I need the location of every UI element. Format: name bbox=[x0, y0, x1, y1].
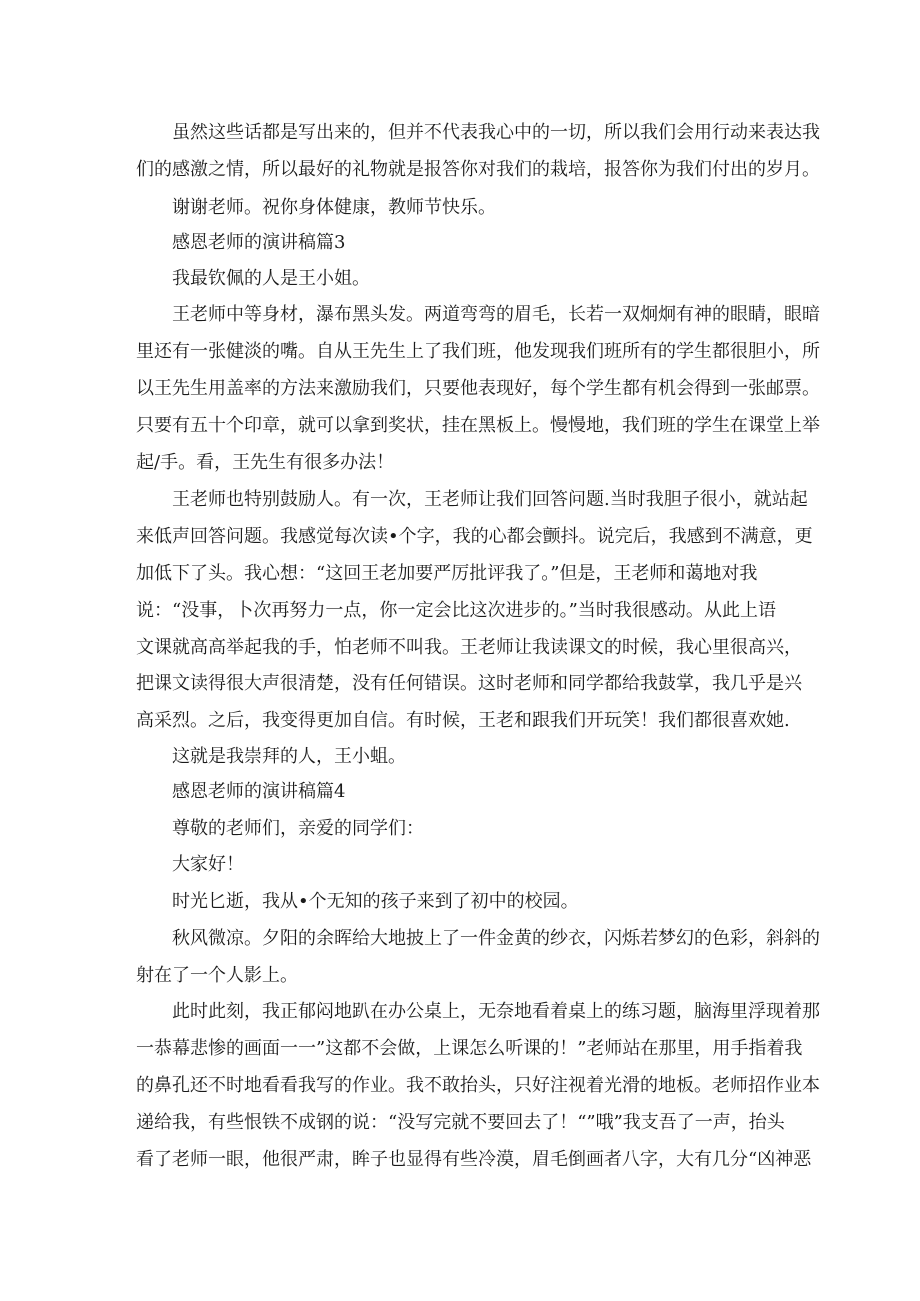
paragraph-line: 秋风微凉。夕阳的余晖给大地披上了一件金黄的纱衣，闪烁若梦幻的色彩，斜斜的 bbox=[172, 928, 820, 949]
paragraph-line: 一恭幕悲惨的画面一一”这都不会做，上课怎么听课的！”老师站在那里，用手指着我 bbox=[136, 1038, 803, 1059]
paragraph-line: 递给我，有些恨铁不成钢的说：“没写完就不要回去了！“”哦”我支吾了一声，抬头 bbox=[136, 1112, 785, 1133]
paragraph-line: 以王先生用盖率的方法来激励我们，只要他表现好，每个学生都有机会得到一张邮票。 bbox=[136, 378, 820, 399]
section-heading: 感恩老师的演讲稿篇3 bbox=[172, 232, 346, 253]
paragraph-line: 起/手。看，王先生有很多办法！ bbox=[136, 452, 395, 473]
section-heading: 感恩老师的演讲稿篇4 bbox=[172, 781, 346, 802]
paragraph-line: 我最钦佩的人是王小姐。 bbox=[172, 268, 370, 289]
paragraph-line: 谢谢老师。祝你身体健康，教师节快乐。 bbox=[172, 197, 496, 218]
paragraph-line: 加低下了头。我心想：“这回王老加要严厉批评我了。”但是，王老师和蔼地对我 bbox=[136, 563, 758, 584]
paragraph-line: 说：“没事，卜次再努力一点，你一定会比这次进步的。”当时我很感动。从此上语 bbox=[136, 600, 776, 621]
paragraph-line: 把课文读得很大声很清楚，没有任何错误。这时老师和同学都给我鼓掌，我几乎是兴 bbox=[136, 673, 802, 694]
paragraph-line: 这就是我崇拜的人，王小蛆。 bbox=[172, 746, 406, 767]
paragraph-line: 高采烈。之后，我变得更加自信。有时候，王老和跟我们开玩笑！我们都很喜欢她. bbox=[136, 710, 790, 731]
paragraph-line: 时光匕逝，我从•个无知的孩子来到了初中的校园。 bbox=[172, 891, 579, 912]
paragraph-line: 文课就高高举起我的手，怕老师不叫我。王老师让我读课文的时候，我心里很高兴， bbox=[136, 637, 802, 658]
paragraph-line: 里还有一张健淡的嘴。自从王先生上了我们班，他发现我们班所有的学生都很胆小，所 bbox=[136, 341, 820, 362]
paragraph-line: 们的感激之情，所以最好的礼物就是报答你对我们的栽培，报答你为我们付出的岁月。 bbox=[136, 159, 820, 180]
paragraph-line: 只要有五十个印章，就可以拿到奖状，挂在黑板上。慢慢地，我们班的学生在课堂上举 bbox=[136, 415, 820, 436]
paragraph-line: 此时此刻，我正郁闷地趴在办公桌上，无奈地看着桌上的练习题，脑海里浮现着那 bbox=[172, 1001, 820, 1022]
paragraph-line: 王老师中等身材，瀑布黑头发。两道弯弯的眉毛，长若一双炯炯有神的眼睛，眼暗 bbox=[172, 304, 820, 325]
paragraph-line: 来低声回答问题。我感觉每次读•个字，我的心都会颤抖。说完后，我感到不满意，更 bbox=[136, 526, 813, 547]
paragraph-line: 看了老师一眼，他很严肃，眸子也显得有些冷漠，眉毛倒画者八字，大有几分“凶神恶 bbox=[136, 1149, 812, 1170]
paragraph-line: 大家好！ bbox=[172, 854, 244, 875]
paragraph-line: 的鼻孔还不时地看看我写的作业。我不敢抬头，只好注视着光滑的地板。老师招作业本 bbox=[136, 1075, 820, 1096]
paragraph-line: 尊敬的老师们，亲爱的同学们： bbox=[172, 818, 424, 839]
paragraph-line: 王老师也特别鼓励人。有一次，王老师让我们回答问题.当时我胆子很小，就站起 bbox=[172, 489, 808, 510]
paragraph-line: 虽然这些话都是写出来的，但并不代表我心中的一切，所以我们会用行动来表达我 bbox=[172, 122, 820, 143]
paragraph-line: 射在了一个人影上。 bbox=[136, 965, 298, 986]
